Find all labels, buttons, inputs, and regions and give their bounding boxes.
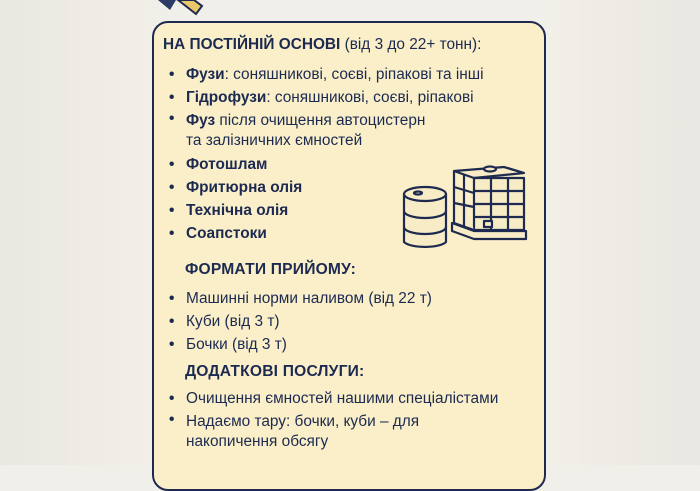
background-right <box>550 0 700 465</box>
background-left <box>0 0 150 465</box>
formats-title: ФОРМАТИ ПРИЙОМУ: <box>185 261 357 278</box>
formats-list <box>164 287 432 356</box>
services-list <box>164 387 498 452</box>
info-card <box>152 21 546 491</box>
top-partial-icon <box>156 0 208 18</box>
list-item: • Куби (від 3 т) <box>164 310 432 333</box>
list-item: • Фузи: соняшникові, соєві, ріпакові та інші <box>164 63 484 86</box>
list-item: • Фритюрна олія <box>164 176 484 199</box>
list-item: • Надаємо тару: бочки, куби – для накопичення обсягу <box>164 410 498 452</box>
services-title: ДОДАТКОВІ ПОСЛУГИ: <box>185 363 365 380</box>
list-item: • Бочки (від 3 т) <box>164 333 432 356</box>
list-item: • Технічна олія <box>164 199 484 222</box>
list-item: • Соапстоки <box>164 222 484 245</box>
list-item: • Гідрофузи: соняшникові, соєві, ріпакові <box>164 86 484 109</box>
card-title-bold: НА ПОСТІЙНІЙ ОСНОВІ <box>163 36 341 53</box>
list-item: • Фуз після очищення автоцистерн та залізничних ємностей <box>164 109 484 153</box>
list-item: • Фотошлам <box>164 153 484 176</box>
barrel-and-ibc-tank-icon <box>400 157 532 249</box>
card-title-rest: (від 3 до 22+ тонн): <box>340 36 482 53</box>
card-title <box>163 36 481 54</box>
list-item: • Машинні норми наливом (від 22 т) <box>164 287 432 310</box>
list-item: • Очищення ємностей нашими спеціалістами <box>164 387 498 410</box>
